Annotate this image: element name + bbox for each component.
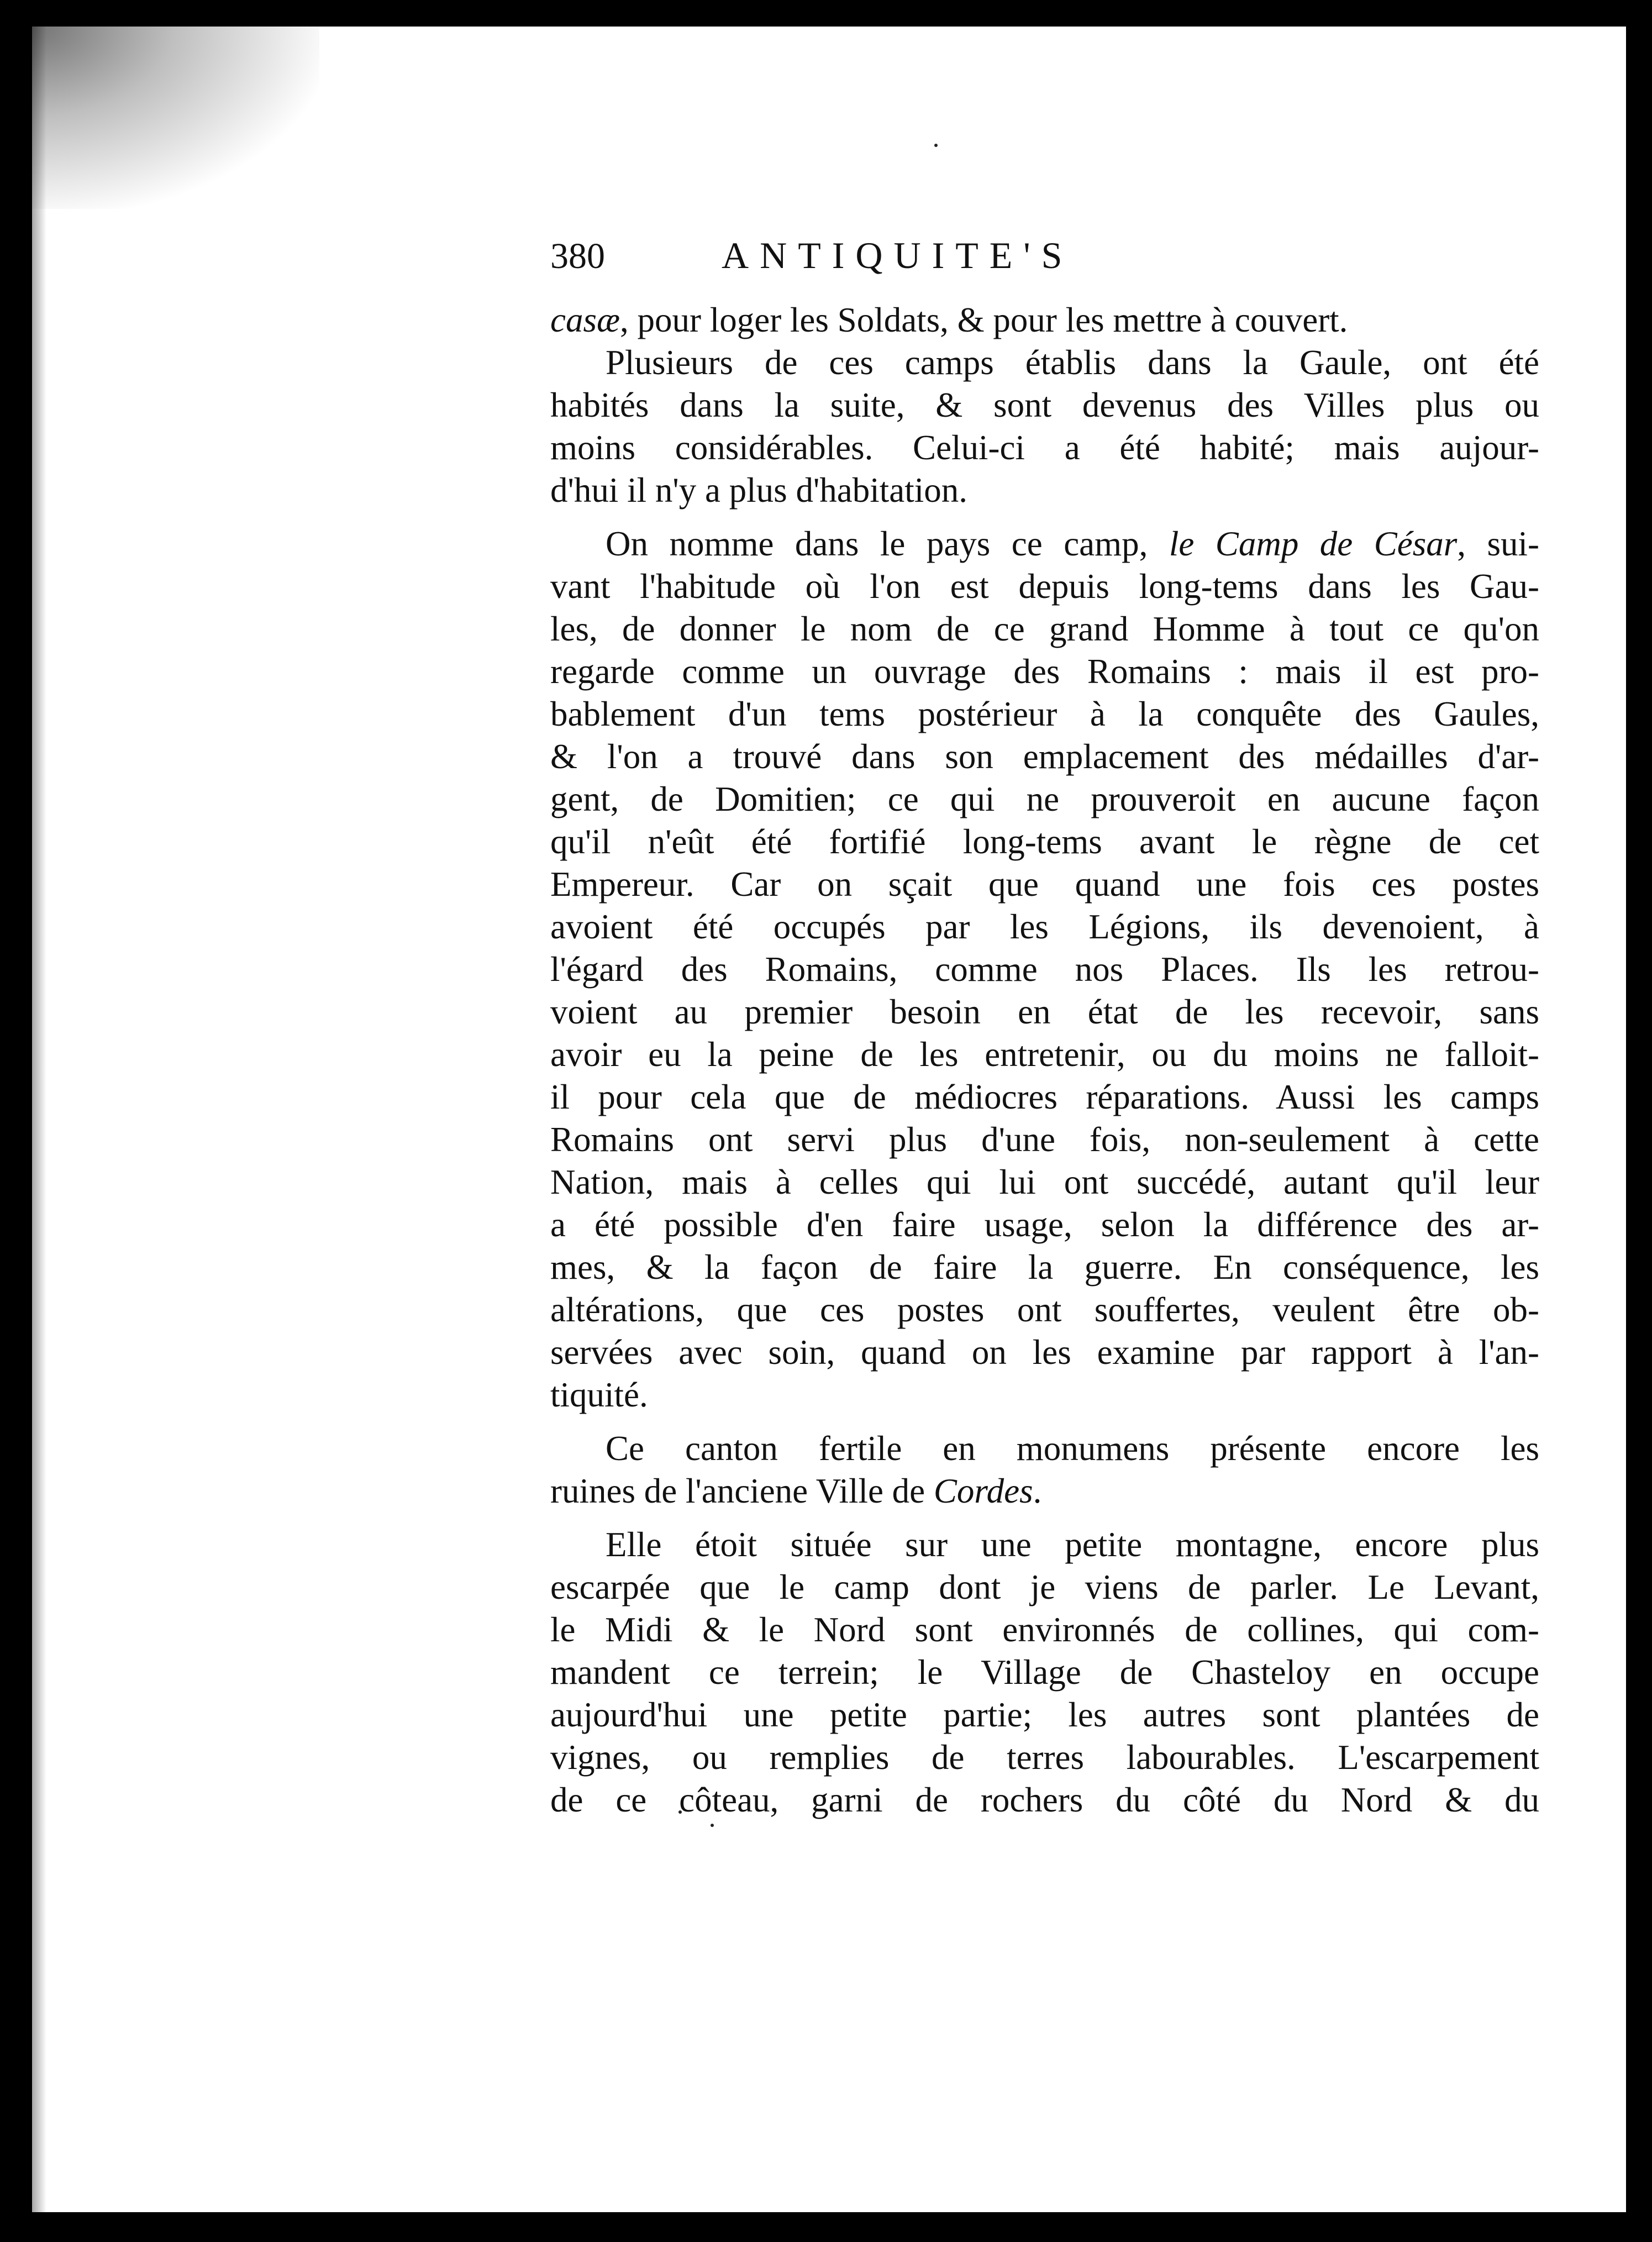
text-run: avoient été occupés par les Légions, ils devenoient, à (550, 907, 1539, 946)
text-run: regarde comme un ouvrage des Romains : mais il est pro- (550, 652, 1539, 691)
text-line (550, 1566, 1539, 1609)
text-line (550, 1736, 1539, 1779)
scan-edge (32, 27, 46, 2212)
text-run: avoir eu la peine de les entretenir, ou du moins ne falloit- (550, 1035, 1539, 1074)
text-run: d'hui il n'y a plus d'habitation. (550, 471, 967, 510)
text-run: il pour cela que de médiocres réparations. Aussi les camps (550, 1078, 1539, 1116)
body-text (550, 299, 1539, 1821)
text-line (550, 1609, 1539, 1651)
text-line (550, 299, 1539, 342)
text-run: Elle étoit située sur une petite montagne, encore plus (606, 1525, 1539, 1564)
text-run: ruines de l'anciene Ville de (550, 1472, 934, 1510)
speck-mark (934, 144, 938, 147)
text-line (550, 608, 1539, 650)
scan-shadow (32, 27, 319, 209)
text-run: On nomme dans le pays ce camp, (606, 524, 1169, 563)
text-run: habités dans la suite, & sont devenus des Villes plus ou (550, 386, 1539, 424)
text-run: , pour loger les Soldats, & pour les mettre à couvert. (620, 301, 1348, 339)
text-line (550, 1289, 1539, 1331)
text-run: moins considérables. Celui-ci a été habité; mais aujour- (550, 428, 1539, 467)
scanned-page (32, 27, 1626, 2212)
text-line (550, 1694, 1539, 1736)
text-line (550, 1246, 1539, 1289)
text-line (550, 863, 1539, 906)
text-run: aujourd'hui une petite partie; les autres sont plantées de (550, 1695, 1539, 1734)
text-run: bablement d'un tems postérieur à la conquête des Gaules, (550, 695, 1539, 733)
text-run: Nation, mais à celles qui lui ont succédé, autant qu'il leur (550, 1163, 1539, 1201)
text-line (550, 650, 1539, 693)
text-run: . (1033, 1472, 1042, 1510)
text-run: altérations, que ces postes ont souffertes, veulent être ob- (550, 1290, 1539, 1329)
text-line (550, 1374, 1539, 1416)
text-run: a été possible d'en faire usage, selon la différence des ar- (550, 1205, 1539, 1244)
text-run: vignes, ou remplies de terres labourables. L'escarpement (550, 1738, 1539, 1777)
text-run: gent, de Domitien; ce qui ne prouveroit en aucune façon (550, 780, 1539, 818)
text-run: vant l'habitude où l'on est depuis long-tems dans les Gau- (550, 567, 1539, 606)
text-line (550, 1331, 1539, 1374)
text-run: les, de donner le nom de ce grand Homme à tout ce qu'on (550, 610, 1539, 648)
text-line (550, 778, 1539, 821)
text-line (550, 1076, 1539, 1119)
text-line (550, 427, 1539, 469)
text-run: qu'il n'eût été fortifié long-tems avant le règne de cet (550, 822, 1539, 861)
text-line (550, 384, 1539, 427)
italic-text: le Camp de César (1169, 524, 1458, 563)
page-text (550, 234, 1539, 1821)
text-line (550, 736, 1539, 778)
text-line (550, 1161, 1539, 1204)
text-run: Plusieurs de ces camps établis dans la Gaule, ont été (606, 343, 1539, 382)
text-line (550, 1033, 1539, 1076)
text-line (550, 948, 1539, 991)
text-line (550, 1119, 1539, 1161)
text-line (550, 342, 1539, 384)
text-run: Empereur. Car on sçait que quand une fois ces postes (550, 865, 1539, 904)
text-line (550, 821, 1539, 863)
text-run: tiquité. (550, 1375, 648, 1414)
text-run: servées avec soin, quand on les examine par rapport à l'an- (550, 1333, 1539, 1372)
italic-text: casæ (550, 301, 620, 339)
text-line (550, 991, 1539, 1033)
text-line (550, 1524, 1539, 1566)
text-run: voient au premier besoin en état de les recevoir, sans (550, 993, 1539, 1031)
text-line (550, 906, 1539, 948)
italic-text: Cordes (933, 1472, 1033, 1510)
text-line (550, 693, 1539, 736)
text-run: le Midi & le Nord sont environnés de collines, qui com- (550, 1610, 1539, 1649)
text-line (550, 1470, 1539, 1513)
running-head-title: ANTIQUITE'S (722, 234, 1074, 276)
text-run: mandent ce terrein; le Village de Chasteloy en occupe (550, 1653, 1539, 1692)
text-run: Romains ont servi plus d'une fois, non-seulement à cette (550, 1120, 1539, 1159)
text-line (550, 565, 1539, 608)
text-line (550, 523, 1539, 565)
text-line (550, 1427, 1539, 1470)
text-run: Ce canton fertile en monumens présente encore les (606, 1429, 1539, 1468)
text-run: , sui- (1457, 524, 1539, 563)
text-line (550, 1204, 1539, 1246)
text-run: & l'on a trouvé dans son emplacement des médailles d'ar- (550, 737, 1539, 776)
text-line (550, 469, 1539, 512)
text-line (550, 1651, 1539, 1694)
text-run: l'égard des Romains, comme nos Places. Ils les retrou- (550, 950, 1539, 989)
text-run: escarpée que le camp dont je viens de parler. Le Levant, (550, 1568, 1539, 1606)
text-run: mes, & la façon de faire la guerre. En conséquence, les (550, 1248, 1539, 1287)
text-run: de ce côteau, garni de rochers du côté du Nord & du (550, 1781, 1539, 1819)
text-line (550, 1779, 1539, 1821)
page-number: 380 (550, 236, 605, 276)
running-head (550, 234, 1539, 299)
speck-mark (711, 1824, 714, 1827)
